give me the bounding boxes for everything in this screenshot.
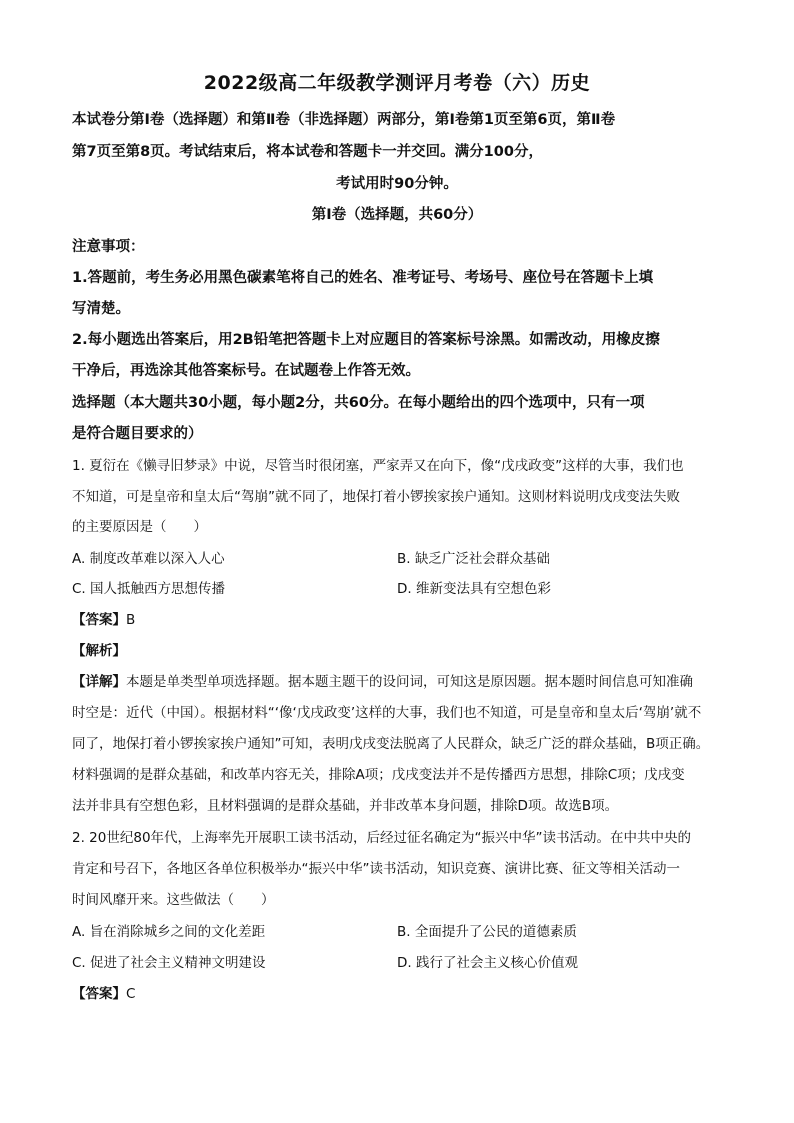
- q2-stem-line-1: 2. 20世纪80年代，上海率先开展职工读书活动，后经过征名确定为“振兴中华”读书活动。在中共中央的: [72, 830, 692, 846]
- q2-option-b: B. 全面提升了公民的道德素质: [397, 924, 577, 940]
- q1-analysis-heading: [72, 639, 126, 659]
- q1-option-a: A. 制度改革难以深入人心: [72, 551, 225, 567]
- q1-stem-line-2: 不知道，可是皇帝和皇太后“驾崩”就不同了，地保打着小锣挨家挨户通知。这则材料说明戊戌变法失败: [72, 489, 680, 505]
- notice-heading: 注意事项：: [72, 239, 145, 255]
- detail-tag: 【详解】: [72, 674, 126, 690]
- notice-item-1-line-2: 写清楚。: [72, 301, 130, 317]
- page-title: 2022级高二年级教学测评月考卷（六）历史: [203, 72, 591, 94]
- intro-line-2: 第7页至第8页。考试结束后，将本试卷和答题卡一并交回。满分100分，: [72, 144, 543, 160]
- analysis-tag: 【解析】: [72, 643, 126, 659]
- q2-option-c: C. 促进了社会主义精神文明建设: [72, 955, 266, 971]
- q2-stem-line-3: 时间风靡开来。这些做法（ ）: [72, 892, 275, 908]
- q2-answer: [72, 982, 135, 1002]
- q1-stem-line-3: 的主要原因是（ ）: [72, 519, 207, 535]
- answer-tag: 【答案】: [72, 612, 126, 628]
- q2-option-d: D. 践行了社会主义核心价值观: [397, 955, 578, 971]
- q1-option-b: B. 缺乏广泛社会群众基础: [397, 551, 550, 567]
- q1-answer: [72, 608, 135, 628]
- q1-detail-line-5: 法并非具有空想色彩，且材料强调的是群众基础，并非改革本身问题，排除D项。故选B项。: [72, 798, 619, 814]
- choice-instruction-line-1: 选择题（本大题共30小题，每小题2分，共60分。在每小题给出的四个选项中，只有一项: [72, 395, 645, 411]
- q1-detail-line-3: 同了，地保打着小锣挨家挨户通知”可知，表明戊戌变法脱离了人民群众，缺乏广泛的群众基础，B项正确。: [72, 736, 710, 752]
- answer-value: B: [126, 612, 136, 628]
- notice-item-2-line-1: 2.每小题选出答案后，用2B铅笔把答题卡上对应题目的答案标号涂黑。如需改动，用橡皮擦: [72, 332, 660, 348]
- answer-value: C: [126, 986, 136, 1002]
- q1-detail-line-1: [72, 670, 722, 690]
- q1-option-c: C. 国人抵触西方思想传播: [72, 581, 226, 597]
- notice-item-2-line-2: 干净后，再选涂其他答案标号。在试题卷上作答无效。: [72, 363, 420, 379]
- detail-text: 本题是单类型单项选择题。据本题主题干的设问词，可知这是原因题。据本题时间信息可知准确: [126, 674, 693, 690]
- q2-option-a: A. 旨在消除城乡之间的文化差距: [72, 924, 266, 940]
- intro-line-3: 考试用时90分钟。: [336, 176, 458, 192]
- section-heading: 第Ⅰ卷（选择题，共60分）: [311, 207, 483, 223]
- choice-instruction-line-2: 是符合题目要求的）: [72, 426, 203, 442]
- q1-detail-line-2: 时空是：近代（中国）。根据材料“‘像‘戊戌政变’这样的大事，我们也不知道，可是皇帝和皇太后‘驾崩’就不: [72, 705, 702, 721]
- intro-line-1: 本试卷分第Ⅰ卷（选择题）和第Ⅱ卷（非选择题）两部分，第Ⅰ卷第1页至第6页，第Ⅱ卷: [72, 112, 616, 128]
- answer-tag: 【答案】: [72, 986, 126, 1002]
- q1-option-d: D. 维新变法具有空想色彩: [397, 581, 551, 597]
- q1-detail-line-4: 材料强调的是群众基础，和改革内容无关，排除A项；戊戌变法并不是传播西方思想，排除C项；戊戌变: [72, 767, 685, 783]
- q2-stem-line-2: 肯定和号召下，各地区各单位积极举办“振兴中华”读书活动，知识竞赛、演讲比赛、征文等相关活动一: [72, 861, 680, 877]
- q1-stem-line-1: 1. 夏衍在《懒寻旧梦录》中说，尽管当时很闭塞，严家弄又在向下，像“戊戌政变”这样的大事，我们也: [72, 458, 684, 474]
- notice-item-1-line-1: 1.答题前，考生务必用黑色碳素笔将自己的姓名、准考证号、考场号、座位号在答题卡上填: [72, 270, 654, 286]
